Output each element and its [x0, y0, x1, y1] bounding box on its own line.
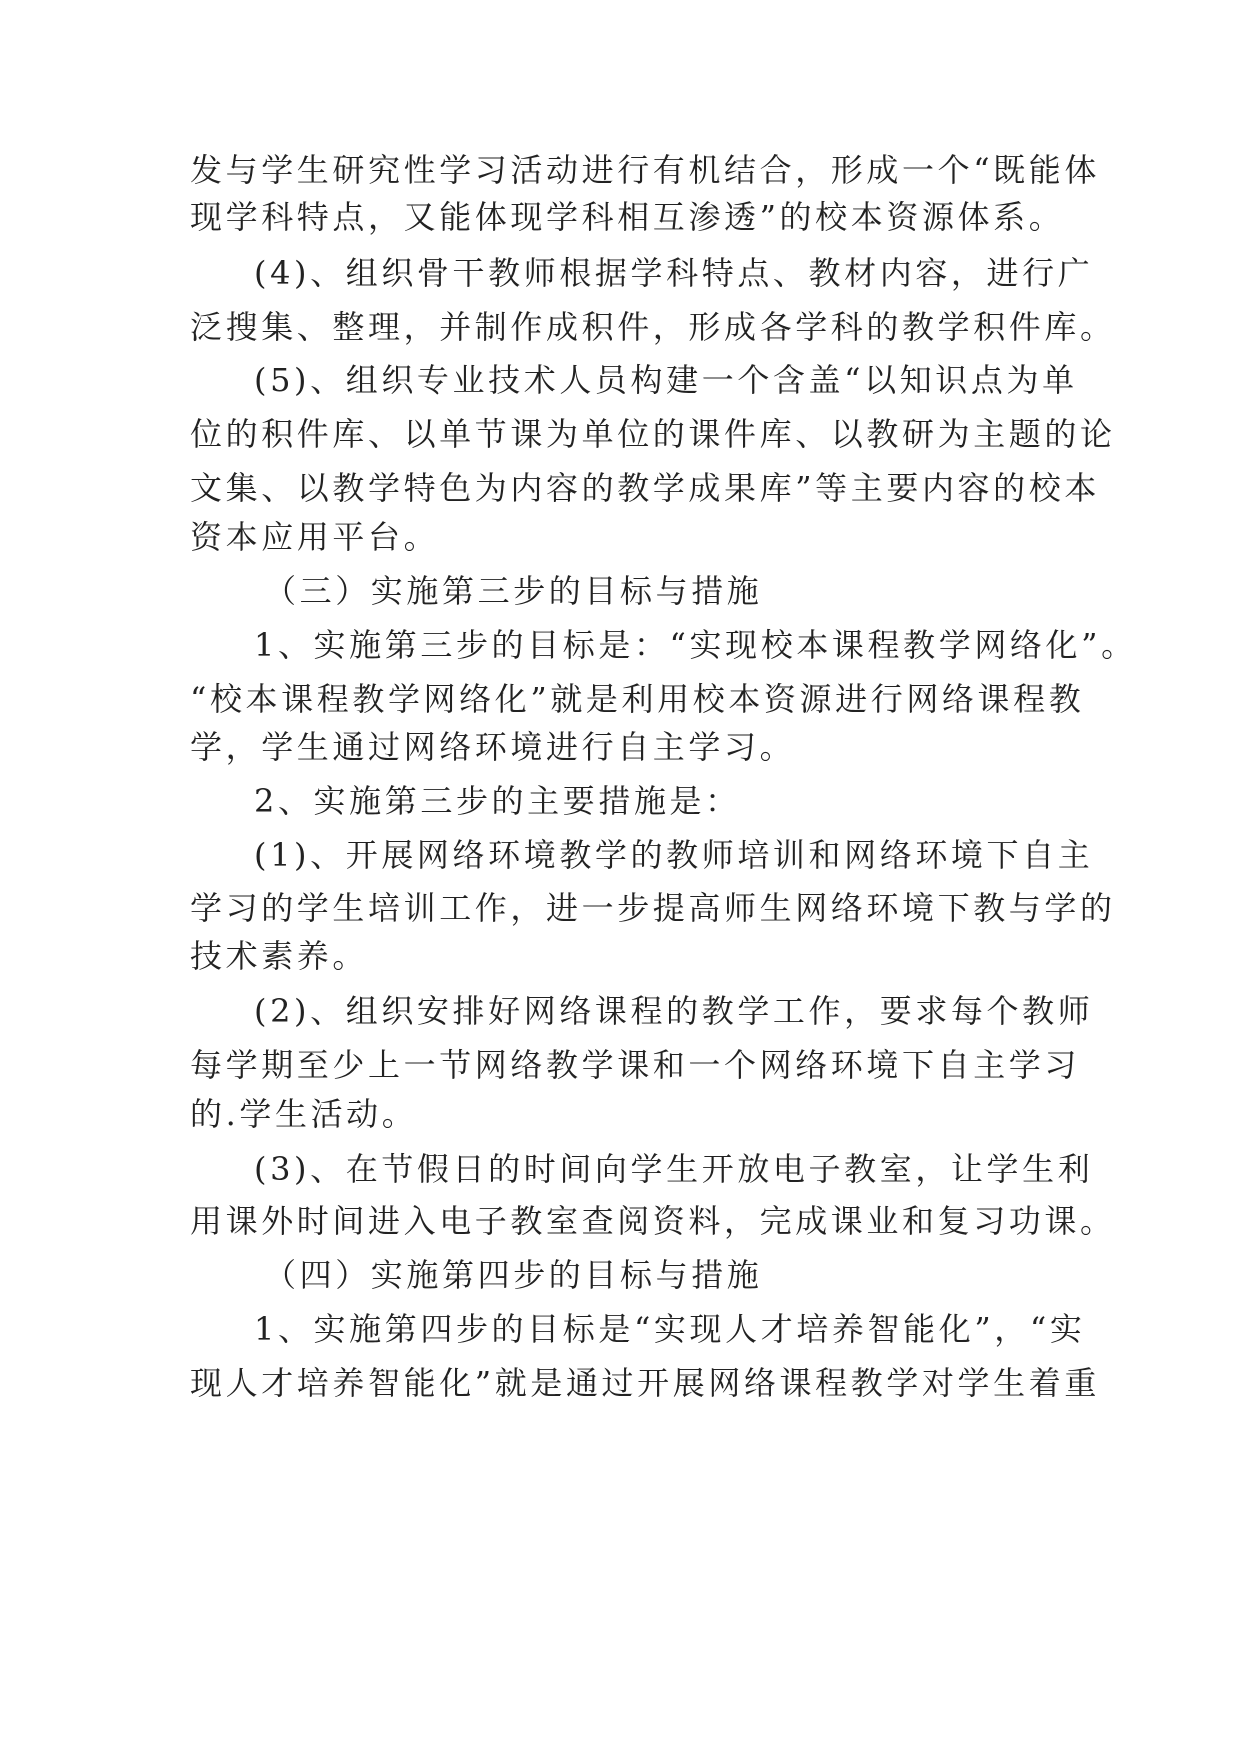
text-line: 技术素养。	[190, 937, 369, 975]
paragraph-3-line: (3)、在节假日的时间向学生开放电子教室，让学生利	[254, 1150, 1094, 1188]
text-line: 学习的学生培训工作，进一步提高师生网络环境下教与学的	[190, 889, 1116, 927]
paragraph-2-line: (2)、组织安排好网络课程的教学工作，要求每个教师	[254, 992, 1094, 1030]
text-line: 2、实施第三步的主要措施是：	[254, 782, 741, 820]
text-line: 发与学生研究性学习活动进行有机结合，形成一个“既能体	[190, 151, 1100, 189]
text-line: 每学期至少上一节网络教学课和一个网络环境下自主学习	[190, 1046, 1081, 1084]
section-heading-4: （四）实施第四步的目标与措施	[264, 1256, 763, 1294]
paragraph-5-line: (5)、组织专业技术人员构建一个含盖“以知识点为单	[254, 361, 1078, 399]
text-line: “校本课程教学网络化”就是利用校本资源进行网络课程教	[190, 680, 1085, 718]
text-line: 位的积件库、以单节课为单位的课件库、以教研为主题的论	[190, 415, 1116, 453]
text-line: 泛搜集、整理，并制作成积件，形成各学科的教学积件库。	[190, 308, 1116, 346]
text-line: 现学科特点，又能体现学科相互渗透”的校本资源体系。	[190, 198, 1065, 236]
text-line: 资本应用平台。	[190, 518, 440, 556]
text-line: 现人才培养智能化”就是通过开展网络课程教学对学生着重	[190, 1364, 1100, 1402]
paragraph-4-line: (4)、组织骨干教师根据学科特点、教材内容，进行广	[254, 254, 1094, 292]
text-line: 1、实施第四步的目标是“实现人才培养智能化”，“实	[254, 1310, 1086, 1348]
text-line: 用课外时间进入电子教室查阅资料，完成课业和复习功课。	[190, 1202, 1116, 1240]
text-line: 的.学生活动。	[190, 1095, 418, 1133]
section-heading-3: （三）实施第三步的目标与措施	[264, 572, 763, 610]
text-line: 文集、以教学特色为内容的教学成果库”等主要内容的校本	[190, 469, 1100, 507]
text-line: 1、实施第三步的目标是：“实现校本课程教学网络化”。	[254, 626, 1137, 664]
paragraph-1-line: (1)、开展网络环境教学的教师培训和网络环境下自主	[254, 836, 1094, 874]
text-line: 学，学生通过网络环境进行自主学习。	[190, 728, 796, 766]
